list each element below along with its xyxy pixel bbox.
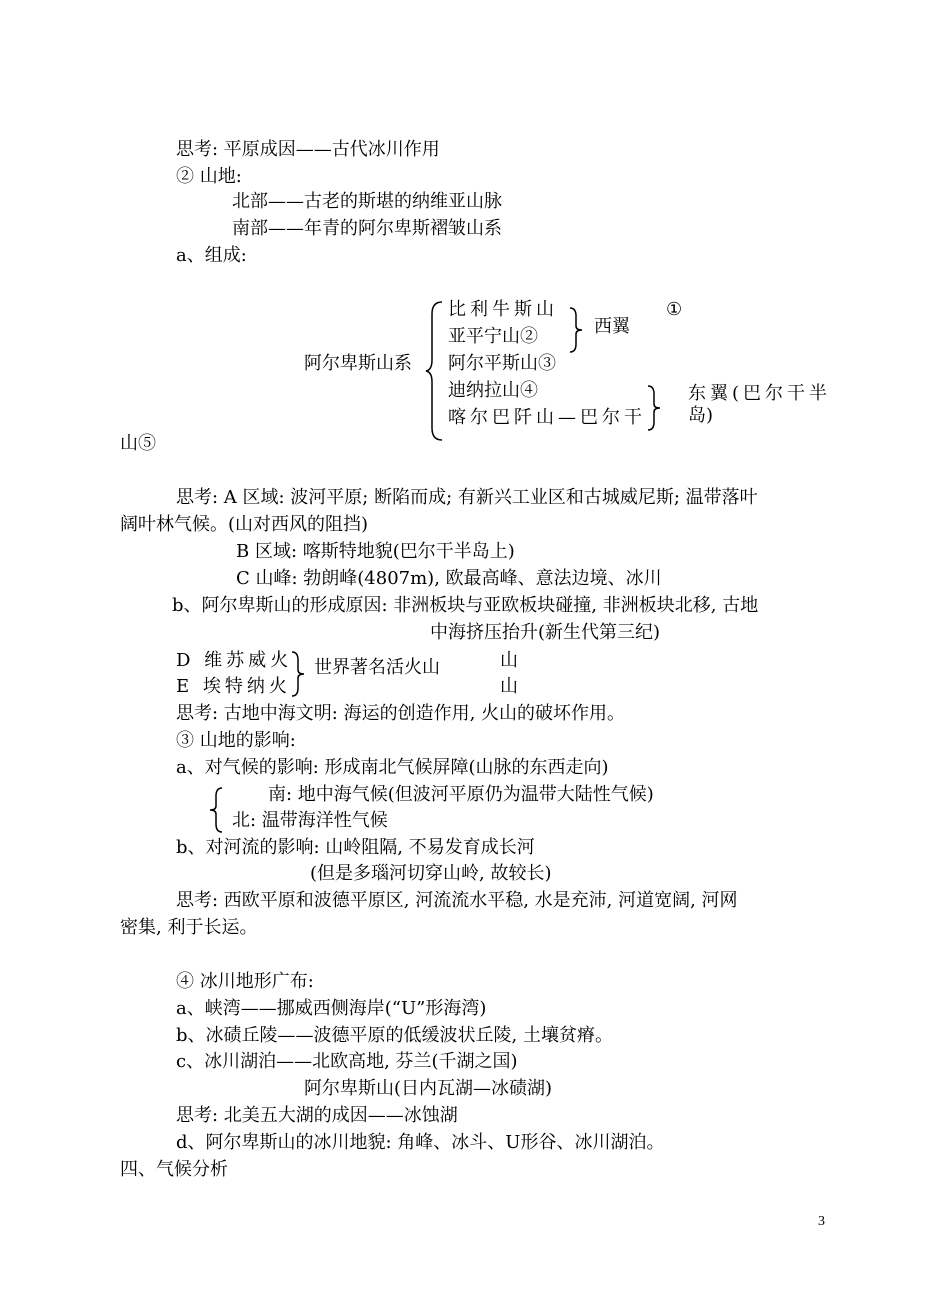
heading-glacial: ④ 冰川地形广布:	[176, 971, 314, 992]
climate-north: 北: 温带海洋性气候	[232, 810, 388, 831]
east-wing-label-2: 岛)	[688, 405, 714, 426]
glacial-lakes-alps: 阿尔卑斯山(日内瓦湖—冰碛湖)	[304, 1078, 553, 1099]
climate-south: 南: 地中海气候(但波河平原仍为温带大陆性气候)	[268, 784, 654, 805]
climate-brace	[208, 786, 224, 834]
page-number: 3	[818, 1214, 825, 1229]
alps-glacial-landforms: d、阿尔卑斯山的冰川地貌: 角峰、冰斗、U形谷、冰川湖泊。	[176, 1132, 665, 1153]
east-wing-label-1: 东翼(巴尔干半	[688, 383, 832, 404]
carpathians-balkans: 喀尔巴阡山—巴尔干	[448, 407, 646, 428]
heading-mountains: ② 山地:	[176, 166, 242, 187]
circle-one: ①	[666, 299, 683, 320]
pyrenees: 比利牛斯山	[448, 299, 558, 320]
volcano-label: 世界著名活火山	[314, 657, 440, 678]
alps-formation-1: b、阿尔卑斯山的形成原因: 非洲板块与亚欧板块碰撞, 非洲板块北移, 古地	[172, 595, 759, 616]
alps-system-label: 阿尔卑斯山系	[304, 353, 412, 374]
river-impact: b、对河流的影响: 山岭阻隔, 不易发育成长河	[176, 837, 535, 858]
thinking-rivers-2: 密集, 利于长运。	[120, 917, 258, 938]
alps-brace	[424, 300, 446, 442]
heading-mountain-impact: ③ 山地的影响:	[176, 730, 296, 751]
volcano-shan-2: 山	[500, 676, 518, 697]
west-wing-label: 西翼	[594, 316, 630, 337]
volcano-shan-1: 山	[500, 650, 518, 671]
section-climate-heading: 四、气候分析	[120, 1159, 228, 1180]
glacial-moraine: b、冰碛丘陵——波德平原的低缓波状丘陵, 土壤贫瘠。	[176, 1025, 613, 1046]
river-impact-note: (但是多瑙河切穿山岭, 故较长)	[310, 863, 552, 884]
volcano-brace	[290, 650, 306, 698]
apennines: 亚平宁山②	[448, 326, 538, 347]
thinking-region-a-2: 阔叶林气候。(山对西风的阻挡)	[120, 514, 369, 535]
volcano-etna: E 埃特纳火	[176, 676, 291, 697]
north-mountains: 北部——古老的斯堪的纳维亚山脉	[232, 191, 502, 212]
thinking-mediterranean: 思考: 古地中海文明: 海运的创造作用, 火山的破坏作用。	[176, 703, 626, 724]
region-b: B 区域: 喀斯特地貌(巴尔干半岛上)	[236, 541, 515, 562]
south-mountains: 南部——年青的阿尔卑斯褶皱山系	[232, 218, 502, 239]
east-wing-brace	[646, 384, 662, 432]
west-wing-brace	[568, 306, 584, 354]
thinking-region-a-1: 思考: A 区域: 波河平原; 断陷而成; 有新兴工业区和古城威尼斯; 温带落叶	[176, 487, 758, 508]
thinking-plain-origin: 思考: 平原成因——古代冰川作用	[176, 139, 440, 160]
thinking-rivers-1: 思考: 西欧平原和波德平原区, 河流流水平稳, 水是充沛, 河道宽阔, 河网	[176, 890, 738, 911]
mountain-five: 山⑤	[120, 433, 156, 454]
glacial-lakes: c、冰川湖泊——北欧高地, 芬兰(千湖之国)	[176, 1051, 518, 1072]
thinking-great-lakes: 思考: 北美五大湖的成因——冰蚀湖	[176, 1105, 458, 1126]
glacial-fjord: a、峡湾——挪威西侧海岸(“U”形海湾)	[176, 998, 487, 1019]
climate-impact: a、对气候的影响: 形成南北气候屏障(山脉的东西走向)	[176, 757, 609, 778]
composition-heading: a、组成:	[176, 245, 247, 266]
volcano-vesuvius: D 维苏威火	[176, 650, 293, 671]
alps-formation-2: 中海挤压抬升(新生代第三纪)	[430, 622, 661, 643]
dinaric-alps: 迪纳拉山④	[448, 380, 538, 401]
peak-c: C 山峰: 勃朗峰(4807m), 欧最高峰、意法边境、冰川	[236, 568, 662, 589]
alps: 阿尔平斯山③	[448, 353, 556, 374]
